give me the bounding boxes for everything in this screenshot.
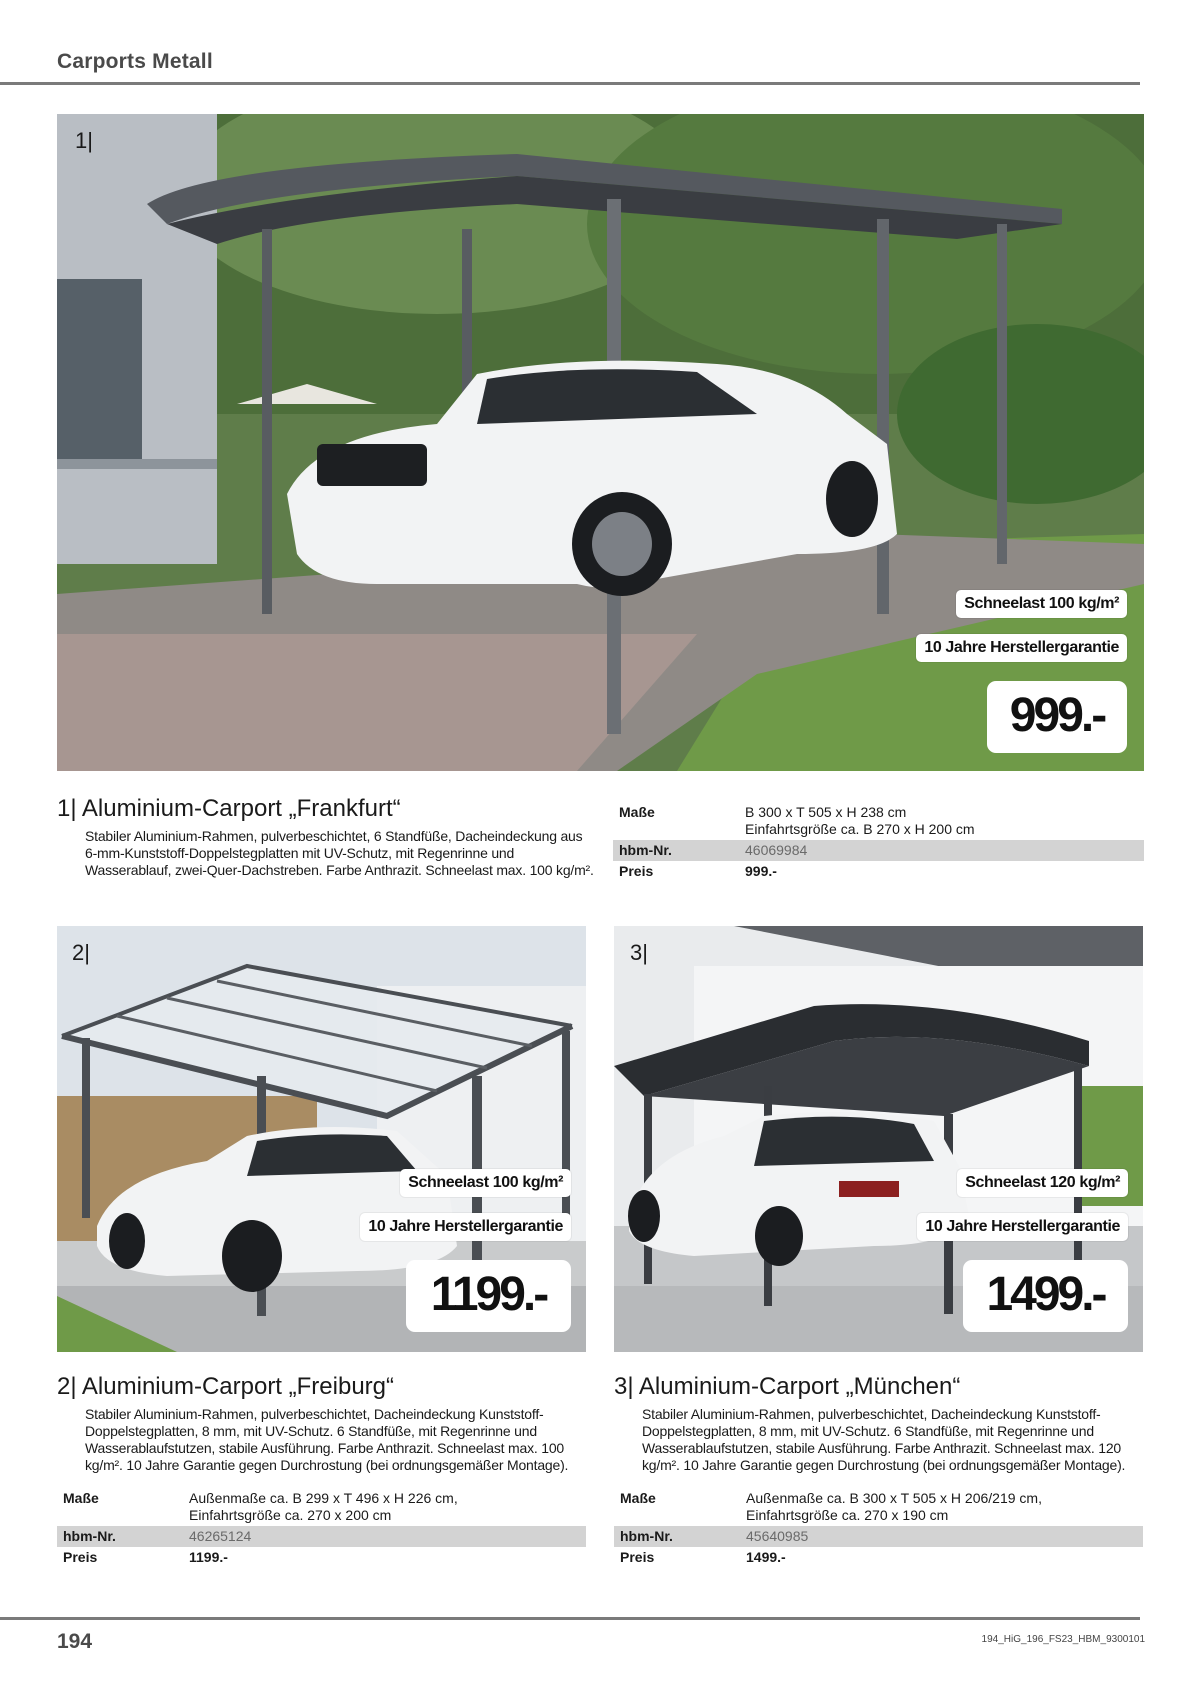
footer-rule <box>0 1617 1140 1620</box>
spec-row-hbm <box>613 840 1144 861</box>
spec-label-price: Preis <box>619 863 654 879</box>
spec-row-hbm <box>614 1526 1143 1547</box>
spec-row-dims <box>614 1488 1143 1526</box>
product-2-snow-load-badge: Schneelast 100 kg/m² <box>400 1169 571 1197</box>
page-number: 194 <box>57 1630 93 1653</box>
spec-value-hbm: 46069984 <box>739 840 1144 861</box>
spec-value-price: 1199.- <box>189 1549 228 1565</box>
spec-label-price: Preis <box>620 1549 655 1565</box>
spec-row-price <box>57 1547 586 1568</box>
product-1-title: 1| Aluminium-Carport „Frankfurt“ <box>57 795 401 822</box>
spec-value-price: 1499.- <box>746 1549 786 1565</box>
spec-row-dims <box>57 1488 586 1526</box>
product-1-spec-table <box>613 802 1144 882</box>
page-header-title: Carports Metall <box>57 50 213 73</box>
spec-value-dims <box>739 802 1144 840</box>
product-3-photo <box>614 926 1143 1352</box>
spec-row-dims <box>613 802 1144 840</box>
spec-label-dims: Maße <box>63 1490 99 1506</box>
product-1-price-badge: 999.- <box>987 681 1127 753</box>
product-1-warranty-badge: 10 Jahre Herstellergarantie <box>916 634 1127 662</box>
product-1-description: Stabiler Aluminium-Rahmen, pulverbeschichtet, 6 Standfüße, Dacheindeckung aus 6-mm-Kunststoff-Doppelstegplatten mit UV-Schutz, mit Regenrinne und Wasserablauf, zwei-Quer-Dachstreben. Farbe Anthrazit. Schneelast max. 100 kg/m². <box>85 828 594 878</box>
product-2-price-badge: 1199.- <box>406 1260 571 1332</box>
spec-dims-line2: Einfahrtsgröße ca. 270 x 190 cm <box>746 1507 949 1523</box>
spec-label-hbm: hbm-Nr. <box>613 840 739 861</box>
product-2-photo <box>57 926 586 1352</box>
spec-row-price <box>613 861 1144 882</box>
spec-label-dims: Maße <box>620 1490 656 1506</box>
spec-dims-line1: Außenmaße ca. B 299 x T 496 x H 226 cm, <box>189 1490 458 1506</box>
spec-dims-line1: B 300 x T 505 x H 238 cm <box>745 804 907 820</box>
header-rule <box>0 82 1140 85</box>
product-3-warranty-badge: 10 Jahre Herstellergarantie <box>917 1213 1128 1241</box>
product-2-spec-table <box>57 1488 586 1568</box>
spec-value-hbm: 46265124 <box>183 1526 586 1547</box>
spec-label-hbm: hbm-Nr. <box>57 1526 183 1547</box>
product-3-description: Stabiler Aluminium-Rahmen, pulverbeschichtet, Dacheindeckung Kunststoff-Doppelstegplatten, 8 mm, mit UV-Schutz. 6 Standfüße, mit Regenrinne und Wasserablaufstutzen, stabile Ausführung. Farbe Anthrazit. Schneelast max. 120 kg/m². 10 Jahre Garantie gegen Durchrostung (bei ordnungsgemäßer Montage). <box>642 1406 1126 1473</box>
spec-value-dims <box>740 1488 1143 1526</box>
spec-dims-line2: Einfahrtsgröße ca. B 270 x H 200 cm <box>745 821 975 837</box>
spec-label-price: Preis <box>63 1549 98 1565</box>
product-3-spec-table <box>614 1488 1143 1568</box>
product-2-photo-number: 2| <box>72 940 90 965</box>
spec-dims-line1: Außenmaße ca. B 300 x T 505 x H 206/219 cm, <box>746 1490 1042 1506</box>
product-3-price-badge: 1499.- <box>963 1260 1128 1332</box>
product-3-snow-load-badge: Schneelast 120 kg/m² <box>957 1169 1128 1197</box>
product-2-title: 2| Aluminium-Carport „Freiburg“ <box>57 1373 394 1400</box>
spec-value-dims <box>183 1488 586 1526</box>
product-1-photo <box>57 114 1144 771</box>
spec-label-dims: Maße <box>619 804 655 820</box>
spec-value-hbm: 45640985 <box>740 1526 1143 1547</box>
product-3-title: 3| Aluminium-Carport „München“ <box>614 1373 961 1400</box>
product-3-photo-number: 3| <box>630 940 648 965</box>
spec-row-hbm <box>57 1526 586 1547</box>
spec-value-price: 999.- <box>745 863 777 879</box>
product-2-warranty-badge: 10 Jahre Herstellergarantie <box>360 1213 571 1241</box>
product-1-snow-load-badge: Schneelast 100 kg/m² <box>956 590 1127 618</box>
carport-frankfurt-illustration <box>57 114 1144 771</box>
spec-label-hbm: hbm-Nr. <box>614 1526 740 1547</box>
spec-row-price <box>614 1547 1143 1568</box>
spec-dims-line2: Einfahrtsgröße ca. 270 x 200 cm <box>189 1507 392 1523</box>
product-2-description: Stabiler Aluminium-Rahmen, pulverbeschichtet, Dacheindeckung Kunststoff-Doppelstegplatten, 8 mm, mit UV-Schutz. 6 Standfüße, mit Regenrinne und Wasserablaufstutzen, stabile Ausführung. Farbe Anthrazit. Schneelast max. 100 kg/m². 10 Jahre Garantie gegen Durchrostung (bei ordnungsgemäßer Montage). <box>85 1406 569 1473</box>
footer-code: 194_HiG_196_FS23_HBM_9300101 <box>981 1634 1145 1645</box>
product-1-photo-number: 1| <box>75 128 93 153</box>
